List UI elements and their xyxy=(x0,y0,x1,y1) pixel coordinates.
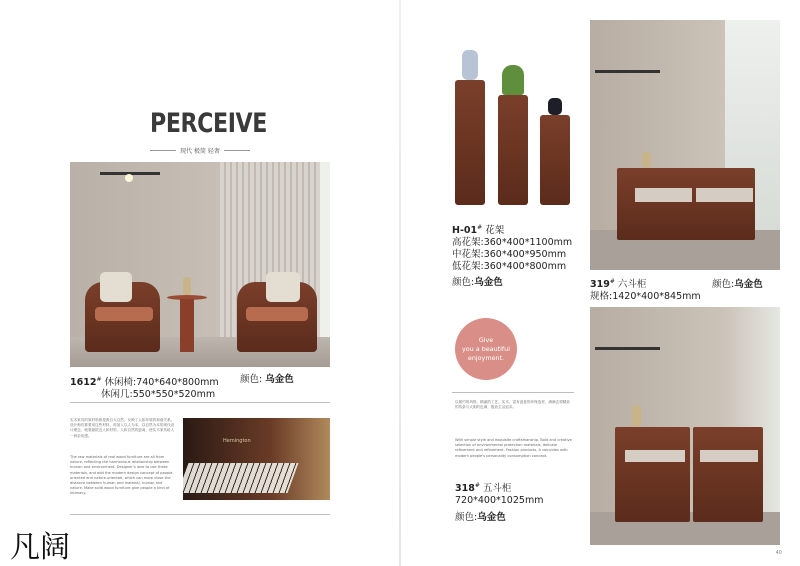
slogan-badge xyxy=(455,318,517,380)
chair-seat-right xyxy=(246,307,308,321)
piano-brand: Hemington xyxy=(223,438,251,444)
pillow-right xyxy=(266,272,300,302)
headline: PERCEIVE xyxy=(150,108,267,139)
p319-code: 319 xyxy=(590,279,610,291)
table-size: 550*550*520mm xyxy=(132,389,216,401)
side-table-base xyxy=(180,299,194,352)
flower-stands-photo xyxy=(440,40,590,210)
color-1612 xyxy=(240,374,294,386)
plant-pot xyxy=(502,65,524,95)
vase-on-cabinet xyxy=(642,152,651,168)
stand-mid xyxy=(498,95,528,205)
h01-row-size: 360*400*950mm xyxy=(483,249,567,261)
drawer-light-2 xyxy=(700,450,758,462)
cn-paragraph-left: 实木家具的原材料都是源自大自然，反映了人和环境的和谐关系。设计师们都要用这些材料，再加入以人为本，以自然为本的现代设计理念，就要最抵近人和材料，人和自然的距离，使实木家具给人一种亲切感。 xyxy=(70,418,175,438)
h01-color xyxy=(452,277,572,289)
color-label: 颜色: xyxy=(455,512,478,524)
page-number: 40 xyxy=(775,550,782,556)
h01-row-0 xyxy=(452,237,572,249)
stand-low xyxy=(540,115,570,205)
six-drawer-cabinet xyxy=(617,168,755,240)
five-drawer-photo xyxy=(590,307,780,545)
page-gutter xyxy=(399,0,401,566)
chair-label: 休闲椅: xyxy=(104,377,137,389)
p319-spec xyxy=(590,291,701,303)
five-drawer-cabinet-left xyxy=(615,427,690,522)
color-value: 乌金色 xyxy=(474,277,503,289)
color-value: 乌金色 xyxy=(734,279,763,290)
h01-title xyxy=(452,222,572,237)
piano-keys xyxy=(183,463,298,493)
p318-color xyxy=(455,512,543,524)
tagline-text: 现代 极简 轻奢 xyxy=(180,148,220,155)
spec-size: 1420*400*845mm xyxy=(612,291,701,303)
cn-paragraph-right: 以简约的风格，精湛的工艺。实木，富有创意的环保选材，满满去掉精致的线条与大胆的色调，极致生活追求。 xyxy=(455,400,570,410)
stand-tall xyxy=(455,80,485,205)
brand-logo: 凡阔 xyxy=(10,530,70,565)
spec-1612-line1 xyxy=(70,374,219,389)
p319-name: 六斗柜 xyxy=(617,279,647,291)
drawer-light-left xyxy=(635,188,692,202)
tagline-rule-right xyxy=(224,150,250,151)
color-label: 颜色: xyxy=(712,279,735,290)
table-label: 休闲几: xyxy=(101,389,133,401)
ceiling-lamp xyxy=(595,70,660,73)
spec-318 xyxy=(455,480,543,524)
divider-left-bottom xyxy=(70,514,330,515)
h01-row-label: 低花架: xyxy=(452,261,484,273)
spec-1612-line2 xyxy=(70,389,219,401)
chair-seat-left xyxy=(95,307,153,321)
product-code-1612: 1612 xyxy=(70,377,97,389)
lounge-photo xyxy=(70,162,330,367)
h01-name: 花架 xyxy=(485,225,505,237)
divider-right xyxy=(452,392,574,393)
p318-spec: 720*400*1025mm xyxy=(455,495,544,507)
drawer-light-right xyxy=(696,188,753,202)
vase-on-cabinet-2 xyxy=(632,405,641,427)
h01-row-size: 360*400*1100mm xyxy=(483,237,573,249)
badge-line-2: you a beautiful xyxy=(461,344,511,353)
color-value: 乌金色 xyxy=(265,374,294,385)
p319-title xyxy=(590,276,701,291)
h01-row-size: 360*400*800mm xyxy=(483,261,567,273)
color-value: 乌金色 xyxy=(477,512,506,524)
h01-row-2 xyxy=(452,261,572,273)
code-sup: # xyxy=(96,376,102,383)
spec-319 xyxy=(590,276,701,303)
p319-sup: # xyxy=(609,278,615,285)
h01-code: H-01 xyxy=(452,225,478,237)
five-drawer-cabinet-right xyxy=(693,427,763,522)
orchid-vase xyxy=(462,50,478,80)
h01-row-label: 高花架: xyxy=(452,237,484,249)
six-drawer-photo xyxy=(590,20,780,270)
p318-code: 318 xyxy=(455,483,475,495)
plant-vase xyxy=(183,277,191,295)
ceiling-lamp-2 xyxy=(595,347,660,350)
divider-left xyxy=(70,402,330,403)
spec-h01 xyxy=(452,222,572,289)
badge-line-1: Give xyxy=(478,335,494,344)
p318-sup: # xyxy=(474,482,480,489)
chair-size: 740*640*800mm xyxy=(136,377,219,389)
h01-sup: # xyxy=(477,224,483,231)
h01-row-1 xyxy=(452,249,572,261)
badge-line-3: enjoyment. xyxy=(467,353,505,362)
piano-photo xyxy=(183,418,330,500)
color-label: 颜色: xyxy=(240,374,263,385)
en-paragraph-right: With simple style and exquisite craftsmanship, Bold and creative selection of environmental protection materials, delicate refinement and refinement. Fashion products, it coincides with modern people's personality consumption concept. xyxy=(455,438,572,458)
black-vase xyxy=(548,98,562,115)
tagline xyxy=(150,146,250,155)
tagline-rule-left xyxy=(150,150,176,151)
h01-row-label: 中花架: xyxy=(452,249,484,261)
pillow-left xyxy=(100,272,132,302)
photo-window xyxy=(320,162,330,337)
color-label: 颜色: xyxy=(452,277,475,289)
spec-1612 xyxy=(70,374,219,401)
p318-title xyxy=(455,480,543,495)
p318-name: 五斗柜 xyxy=(482,483,512,495)
color-319 xyxy=(712,279,763,291)
en-paragraph-left: The raw materials of real wood furniture are all from nature, reflecting the harmonious relationship between human and environment. Designer's love to use these materials, and add the modern design concept of people-oriented and nature-oriented, which can more close the distance between human and material, human and nature. Make solid wood furniture give people a kind of intimacy. xyxy=(70,455,174,496)
drawer-light-1 xyxy=(625,450,685,462)
lamp-glow xyxy=(125,174,133,182)
spec-label: 规格: xyxy=(590,291,613,303)
